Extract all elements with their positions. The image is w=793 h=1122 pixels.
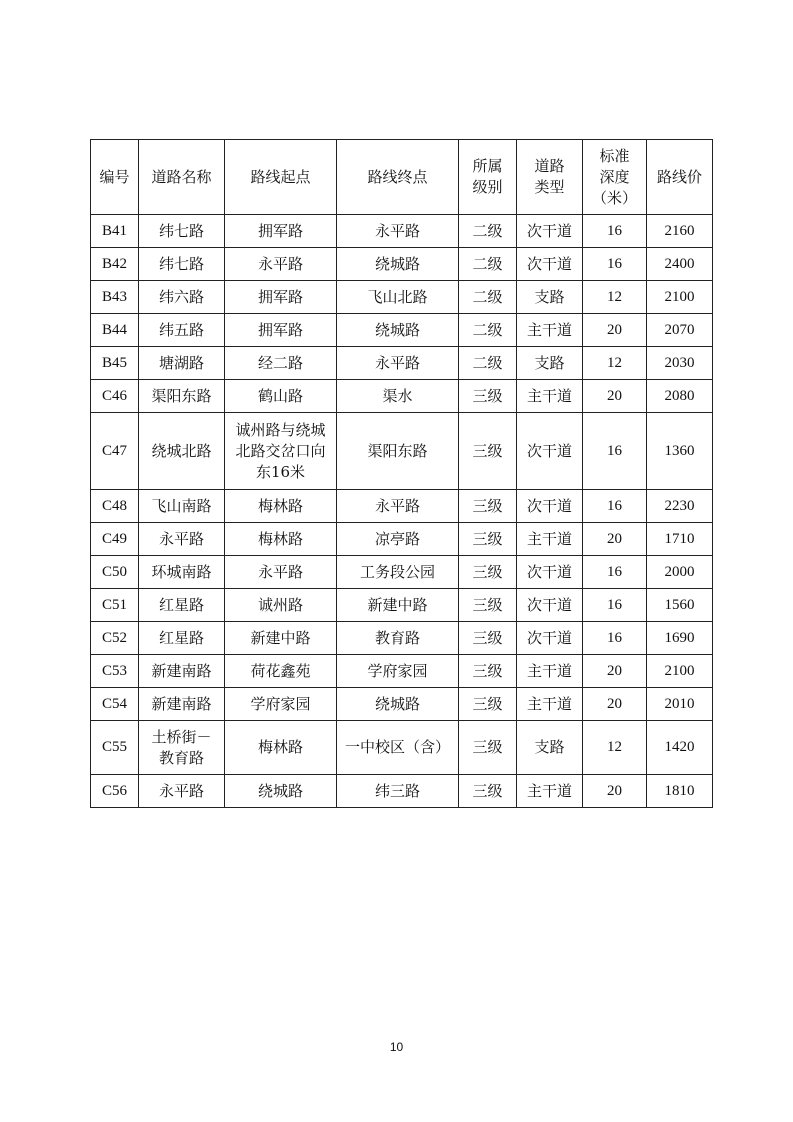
cell-depth: 12 <box>583 347 647 380</box>
table-row <box>91 490 713 523</box>
cell-depth: 16 <box>583 622 647 655</box>
cell-road-type: 主干道 <box>517 314 583 347</box>
cell-depth: 16 <box>583 215 647 248</box>
cell-start: 绕城路 <box>225 775 337 808</box>
cell-road-name: 新建南路 <box>139 655 225 688</box>
cell-depth: 12 <box>583 281 647 314</box>
cell-level: 三级 <box>459 688 517 721</box>
table-row <box>91 622 713 655</box>
cell-level: 三级 <box>459 380 517 413</box>
cell-end: 绕城路 <box>337 688 459 721</box>
cell-depth: 16 <box>583 556 647 589</box>
cell-level: 三级 <box>459 523 517 556</box>
cell-level: 三级 <box>459 589 517 622</box>
cell-road-type: 主干道 <box>517 775 583 808</box>
table-header-row <box>91 140 713 215</box>
cell-level: 三级 <box>459 655 517 688</box>
cell-level: 二级 <box>459 347 517 380</box>
cell-end: 绕城路 <box>337 314 459 347</box>
table-row <box>91 380 713 413</box>
cell-road-name: 永平路 <box>139 775 225 808</box>
cell-start: 梅林路 <box>225 721 337 775</box>
table-row <box>91 721 713 775</box>
table-row <box>91 413 713 490</box>
cell-price: 2000 <box>647 556 713 589</box>
cell-code: C52 <box>91 622 139 655</box>
cell-road-name: 渠阳东路 <box>139 380 225 413</box>
cell-road-name: 纬七路 <box>139 248 225 281</box>
cell-depth: 20 <box>583 775 647 808</box>
cell-depth: 16 <box>583 490 647 523</box>
cell-depth: 12 <box>583 721 647 775</box>
cell-code: C49 <box>91 523 139 556</box>
cell-price: 2160 <box>647 215 713 248</box>
cell-price: 2010 <box>647 688 713 721</box>
cell-road-name: 纬六路 <box>139 281 225 314</box>
cell-price: 1420 <box>647 721 713 775</box>
cell-price: 2070 <box>647 314 713 347</box>
cell-end: 永平路 <box>337 490 459 523</box>
cell-road-name: 红星路 <box>139 589 225 622</box>
cell-start: 诚州路 <box>225 589 337 622</box>
table-row <box>91 556 713 589</box>
cell-start: 拥军路 <box>225 215 337 248</box>
cell-start: 拥军路 <box>225 314 337 347</box>
header-road-type: 道路 类型 <box>517 140 583 215</box>
cell-road-name: 红星路 <box>139 622 225 655</box>
cell-start: 梅林路 <box>225 523 337 556</box>
cell-code: C56 <box>91 775 139 808</box>
cell-road-type: 次干道 <box>517 589 583 622</box>
cell-level: 二级 <box>459 281 517 314</box>
cell-level: 三级 <box>459 490 517 523</box>
cell-road-type: 次干道 <box>517 413 583 490</box>
cell-road-name: 飞山南路 <box>139 490 225 523</box>
cell-road-type: 次干道 <box>517 622 583 655</box>
cell-road-type: 主干道 <box>517 688 583 721</box>
cell-start: 新建中路 <box>225 622 337 655</box>
header-end: 路线终点 <box>337 140 459 215</box>
cell-code: C53 <box>91 655 139 688</box>
cell-road-name: 塘湖路 <box>139 347 225 380</box>
cell-code: C54 <box>91 688 139 721</box>
cell-depth: 16 <box>583 589 647 622</box>
cell-road-type: 支路 <box>517 721 583 775</box>
cell-depth: 20 <box>583 314 647 347</box>
cell-road-name: 绕城北路 <box>139 413 225 490</box>
cell-end: 教育路 <box>337 622 459 655</box>
cell-road-name: 永平路 <box>139 523 225 556</box>
cell-end: 永平路 <box>337 347 459 380</box>
cell-level: 三级 <box>459 622 517 655</box>
cell-level: 二级 <box>459 248 517 281</box>
cell-level: 三级 <box>459 721 517 775</box>
header-price: 路线价 <box>647 140 713 215</box>
cell-road-name: 土桥街－ 教育路 <box>139 721 225 775</box>
road-price-table <box>90 139 713 808</box>
cell-price: 1810 <box>647 775 713 808</box>
cell-start: 鹤山路 <box>225 380 337 413</box>
cell-level: 二级 <box>459 215 517 248</box>
cell-end: 永平路 <box>337 215 459 248</box>
cell-end: 新建中路 <box>337 589 459 622</box>
cell-start: 永平路 <box>225 556 337 589</box>
cell-price: 2030 <box>647 347 713 380</box>
header-depth: 标准 深度 （米） <box>583 140 647 215</box>
header-code: 编号 <box>91 140 139 215</box>
table-row <box>91 775 713 808</box>
header-road-name: 道路名称 <box>139 140 225 215</box>
cell-level: 三级 <box>459 556 517 589</box>
cell-code: C46 <box>91 380 139 413</box>
cell-level: 三级 <box>459 413 517 490</box>
table-row <box>91 523 713 556</box>
table-body <box>91 215 713 808</box>
cell-depth: 16 <box>583 248 647 281</box>
cell-level: 三级 <box>459 775 517 808</box>
cell-road-type: 支路 <box>517 281 583 314</box>
cell-code: C48 <box>91 490 139 523</box>
cell-road-name: 环城南路 <box>139 556 225 589</box>
cell-price: 2100 <box>647 655 713 688</box>
cell-code: B45 <box>91 347 139 380</box>
cell-road-type: 主干道 <box>517 380 583 413</box>
cell-road-name: 纬五路 <box>139 314 225 347</box>
cell-start: 经二路 <box>225 347 337 380</box>
cell-price: 2100 <box>647 281 713 314</box>
cell-end: 渠水 <box>337 380 459 413</box>
table-row <box>91 655 713 688</box>
table-row <box>91 248 713 281</box>
header-start: 路线起点 <box>225 140 337 215</box>
table-row <box>91 215 713 248</box>
road-price-table-container <box>90 139 712 808</box>
cell-start: 梅林路 <box>225 490 337 523</box>
cell-road-name: 纬七路 <box>139 215 225 248</box>
cell-code: C55 <box>91 721 139 775</box>
cell-road-type: 主干道 <box>517 523 583 556</box>
cell-end: 工务段公园 <box>337 556 459 589</box>
cell-start: 荷花鑫苑 <box>225 655 337 688</box>
cell-price: 2230 <box>647 490 713 523</box>
cell-road-type: 次干道 <box>517 556 583 589</box>
cell-road-type: 次干道 <box>517 248 583 281</box>
cell-road-type: 次干道 <box>517 215 583 248</box>
cell-code: C47 <box>91 413 139 490</box>
cell-end: 绕城路 <box>337 248 459 281</box>
cell-price: 1690 <box>647 622 713 655</box>
cell-end: 渠阳东路 <box>337 413 459 490</box>
cell-road-name: 新建南路 <box>139 688 225 721</box>
cell-code: C50 <box>91 556 139 589</box>
cell-depth: 20 <box>583 655 647 688</box>
cell-depth: 20 <box>583 380 647 413</box>
cell-depth: 20 <box>583 523 647 556</box>
cell-end: 飞山北路 <box>337 281 459 314</box>
cell-start: 拥军路 <box>225 281 337 314</box>
cell-code: B42 <box>91 248 139 281</box>
cell-road-type: 主干道 <box>517 655 583 688</box>
cell-price: 1710 <box>647 523 713 556</box>
cell-road-type: 支路 <box>517 347 583 380</box>
cell-start: 永平路 <box>225 248 337 281</box>
cell-level: 二级 <box>459 314 517 347</box>
cell-depth: 20 <box>583 688 647 721</box>
cell-price: 2080 <box>647 380 713 413</box>
cell-road-type: 次干道 <box>517 490 583 523</box>
table-row <box>91 314 713 347</box>
cell-end: 凉亭路 <box>337 523 459 556</box>
table-row <box>91 347 713 380</box>
cell-code: B44 <box>91 314 139 347</box>
cell-start: 诚州路与绕城 北路交岔口向 东16米 <box>225 413 337 490</box>
table-row <box>91 688 713 721</box>
cell-end: 一中校区（含） <box>337 721 459 775</box>
header-level: 所属 级别 <box>459 140 517 215</box>
cell-depth: 16 <box>583 413 647 490</box>
cell-end: 纬三路 <box>337 775 459 808</box>
cell-code: B43 <box>91 281 139 314</box>
cell-price: 1360 <box>647 413 713 490</box>
cell-price: 2400 <box>647 248 713 281</box>
cell-price: 1560 <box>647 589 713 622</box>
table-row <box>91 589 713 622</box>
cell-end: 学府家园 <box>337 655 459 688</box>
cell-code: B41 <box>91 215 139 248</box>
table-row <box>91 281 713 314</box>
page-number: 10 <box>389 1040 404 1054</box>
cell-code: C51 <box>91 589 139 622</box>
cell-start: 学府家园 <box>225 688 337 721</box>
